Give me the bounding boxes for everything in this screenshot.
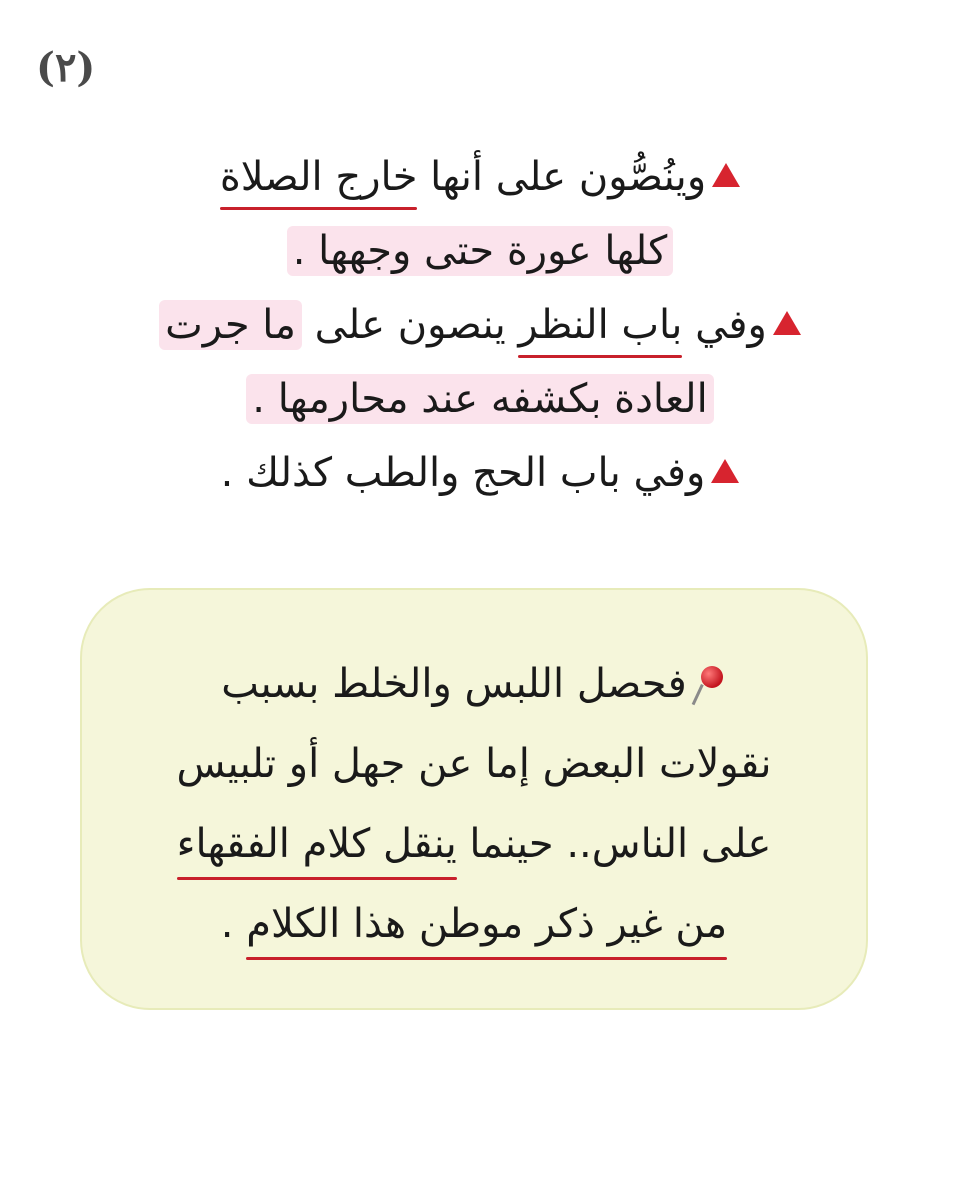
top-section [140, 140, 820, 510]
red-triangle-icon [712, 163, 740, 187]
underlined-quoting-jurists: ينقل كلام الفقهاء [177, 804, 457, 884]
round-pushpin-icon [693, 664, 727, 708]
line-3-prefix: وفي [682, 302, 767, 348]
page-number: (٢) [36, 44, 96, 91]
underlined-chapter-of-looking: باب النظر [518, 288, 682, 362]
note-line-2 [102, 724, 846, 804]
highlighted-whole-awrah: كلها عورة حتى وجهها . [287, 226, 674, 276]
note-line-3 [102, 804, 846, 884]
note-line-3-prefix: على الناس.. حينما [456, 821, 772, 867]
highlighted-custom: ما جرت [159, 300, 302, 350]
note-line-2-text: نقولات البعض إما عن جهل أو تلبيس [176, 741, 772, 787]
note-line-4 [102, 884, 846, 964]
text-line-4 [140, 362, 820, 436]
underlined-without-context: من غير ذكر موطن هذا الكلام [246, 884, 727, 964]
note-line-1-text: فحصل اللبس والخلط بسبب [221, 661, 687, 707]
red-triangle-icon [711, 459, 739, 483]
red-triangle-icon [773, 311, 801, 335]
note-line-1 [102, 644, 846, 724]
text-line-1 [140, 140, 820, 214]
text-line-5 [140, 436, 820, 510]
note-text [102, 644, 846, 964]
underlined-outside-prayer: خارج الصلاة [220, 140, 418, 214]
text-line-2 [140, 214, 820, 288]
line-3-middle: ينصون على [301, 302, 519, 348]
note-line-4-suffix: . [220, 901, 247, 947]
text-line-3 [140, 288, 820, 362]
line-1-prefix: وينُصُّون على أنها [417, 154, 707, 200]
line-5-text: وفي باب الحج والطب كذلك . [220, 450, 706, 496]
highlighted-custom-continuation: العادة بكشفه عند محارمها . [246, 374, 713, 424]
note-box [80, 588, 868, 1010]
